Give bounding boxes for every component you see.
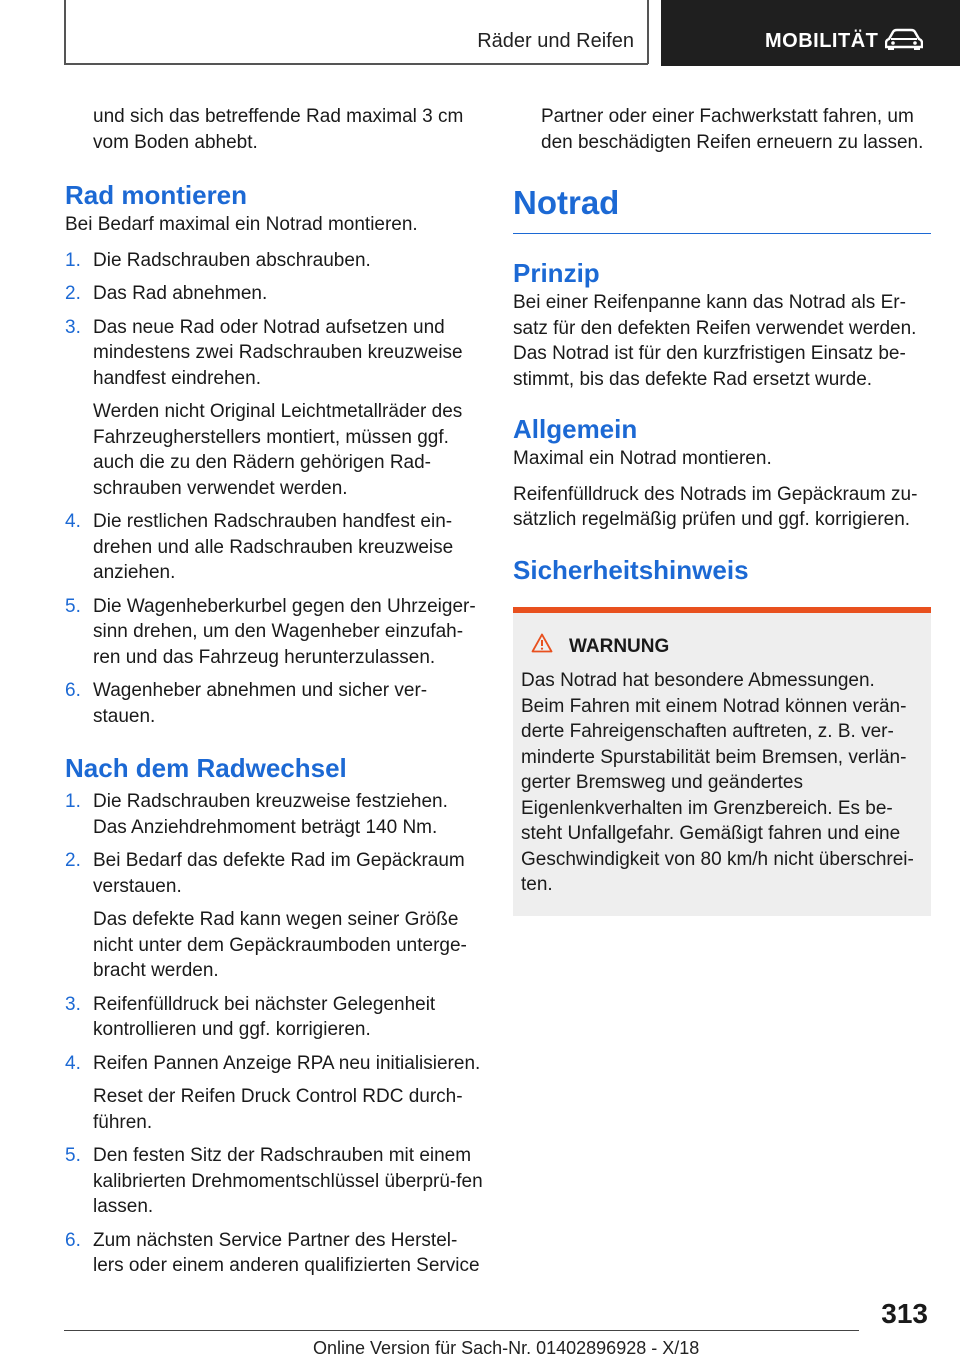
footer-rule: [64, 1330, 859, 1331]
list-item: [65, 678, 483, 729]
list-item: [65, 789, 483, 840]
rad-montieren-intro: Bei Bedarf maximal ein Notrad montieren.: [65, 214, 418, 235]
step-note: Das defekte Rad kann wegen seiner Größe nicht unter dem Gepäckraumboden unterge-bracht werden.: [93, 909, 467, 981]
step-number: 6.: [65, 1229, 81, 1251]
page-number: 313: [881, 1298, 928, 1329]
header-bottom-rule: [64, 63, 648, 65]
allgemein-text-1: Maximal ein Notrad montieren.: [513, 448, 772, 469]
step-text: Zum nächsten Service Partner des Herstel-lers oder einem anderen qualifizierten Service: [93, 1229, 480, 1276]
step-text: Die Radschrauben kreuzweise festziehen. Das Anziehdrehmoment beträgt 140 Nm.: [93, 791, 448, 838]
step-text: Reifen Pannen Anzeige RPA neu initialisieren.: [93, 1052, 481, 1074]
heading-notrad: Notrad: [513, 184, 620, 221]
heading-rad-montieren: Rad montieren: [65, 180, 248, 210]
warning-label: WARNUNG: [569, 635, 670, 657]
continuation-text: und sich das betreffende Rad maximal 3 cm vom Boden abhebt.: [93, 106, 464, 153]
header-left-rule: [64, 0, 66, 64]
warning-triangle-icon: [531, 633, 569, 661]
step-number: 5.: [65, 595, 81, 617]
step-number: 4.: [65, 511, 81, 532]
footer-text: Online Version für Sach-Nr. 01402896928 - X/18: [313, 1338, 700, 1358]
step-number: 3.: [65, 993, 81, 1015]
list-item: [65, 992, 483, 1043]
step-text: Bei Bedarf das defekte Rad im Gepäckraum verstauen.: [93, 850, 465, 897]
step-number: 1.: [65, 249, 81, 271]
allgemein-text-2: Reifenfülldruck des Notrads im Gepäckraum zu-sätzlich regelmäßig prüfen und ggf. korrigieren.: [513, 483, 918, 530]
heading-prinzip: Prinzip: [513, 258, 600, 288]
list-item: [65, 594, 483, 671]
step-number: 2.: [65, 850, 81, 871]
warning-title: [521, 633, 923, 661]
step-text: Das neue Rad oder Notrad aufsetzen und mindestens zwei Radschrauben kreuzweise handfest eindrehen.: [93, 316, 463, 389]
list-item: [65, 281, 483, 307]
heading-rule: [513, 233, 931, 234]
list-item: [65, 1228, 483, 1279]
heading-sicherheitshinweis: Sicherheitshinweis: [513, 554, 749, 585]
header-separator: [647, 0, 649, 64]
list-item: [65, 1143, 483, 1220]
step-note: Reset der Reifen Druck Control RDC durch-führen.: [93, 1086, 463, 1133]
list-item: [65, 848, 483, 984]
list-item: [65, 509, 483, 586]
step-text: Die restlichen Radschrauben handfest ein-drehen und alle Radschrauben kreuzweise anziehen.: [93, 511, 454, 583]
header-chapter-label: MOBILITÄT: [765, 30, 879, 52]
step-text: Wagenheber abnehmen und sicher ver-stauen.: [93, 680, 428, 727]
step-number: 6.: [65, 680, 81, 701]
header-section-title: Räder und Reifen: [477, 30, 634, 52]
car-icon: [885, 28, 923, 56]
step-number: 1.: [65, 791, 81, 812]
list-item: [65, 315, 483, 502]
step-number: 3.: [65, 316, 81, 338]
heading-allgemein: Allgemein: [513, 414, 638, 444]
warning-text: Das Notrad hat besondere Abmessungen. Beim Fahren mit einem Notrad können verän-derte Fahreigenschaften auftreten, z. B. ver-minderte Spurstabilität beim Bremsen, verlän-gerter Bremsweg und geändertes Eigenlenkverhalten im Grenzbereich. Es be-steht Unfallgefahr. Gemäßigt fahren und eine Geschwindigkeit von 80 km/h nicht überschrei-ten.: [521, 670, 914, 895]
list-item: [65, 248, 483, 274]
step-number: 4.: [65, 1052, 81, 1074]
list-item: [65, 1051, 483, 1136]
header-chapter-tab: [661, 0, 960, 66]
rad-montieren-steps: [65, 248, 483, 730]
heading-nach-dem-radwechsel: Nach dem Radwechsel: [65, 753, 347, 783]
step-text: Den festen Sitz der Radschrauben mit einem kalibrierten Drehmomentschlüssel überprü-fen lassen.: [93, 1145, 483, 1217]
warning-box: [513, 607, 931, 916]
step-text: Das Rad abnehmen.: [93, 283, 268, 304]
step-number: 2.: [65, 283, 81, 304]
right-column: [513, 104, 931, 916]
step-text: Die Wagenheberkurbel gegen den Uhrzeiger-sinn drehen, um den Wagenheber einzufah-ren und das Fahrzeug herunterzulassen.: [93, 595, 476, 668]
step-note: Werden nicht Original Leichtmetallräder des Fahrzeugherstellers montiert, müssen ggf. auch die zu den Rädern gehörigen Rad-schrauben verwendet werden.: [93, 401, 463, 499]
step-number: 5.: [65, 1145, 81, 1166]
continuation-text: Partner oder einer Fachwerkstatt fahren, um den beschädigten Reifen erneuern zu lassen.: [541, 106, 924, 153]
step-text: Reifenfülldruck bei nächster Gelegenheit kontrollieren und ggf. korrigieren.: [93, 993, 436, 1040]
prinzip-text: Bei einer Reifenpanne kann das Notrad als Er-satz für den defekten Reifen verwendet werden. Das Notrad ist für den kurzfristigen Einsatz be-stimmt, bis das defekte Rad ersetzt wurde.: [513, 292, 917, 390]
nach-radwechsel-steps: [65, 789, 483, 1279]
step-text: Die Radschrauben abschrauben.: [93, 249, 371, 271]
left-column: [65, 104, 483, 1287]
